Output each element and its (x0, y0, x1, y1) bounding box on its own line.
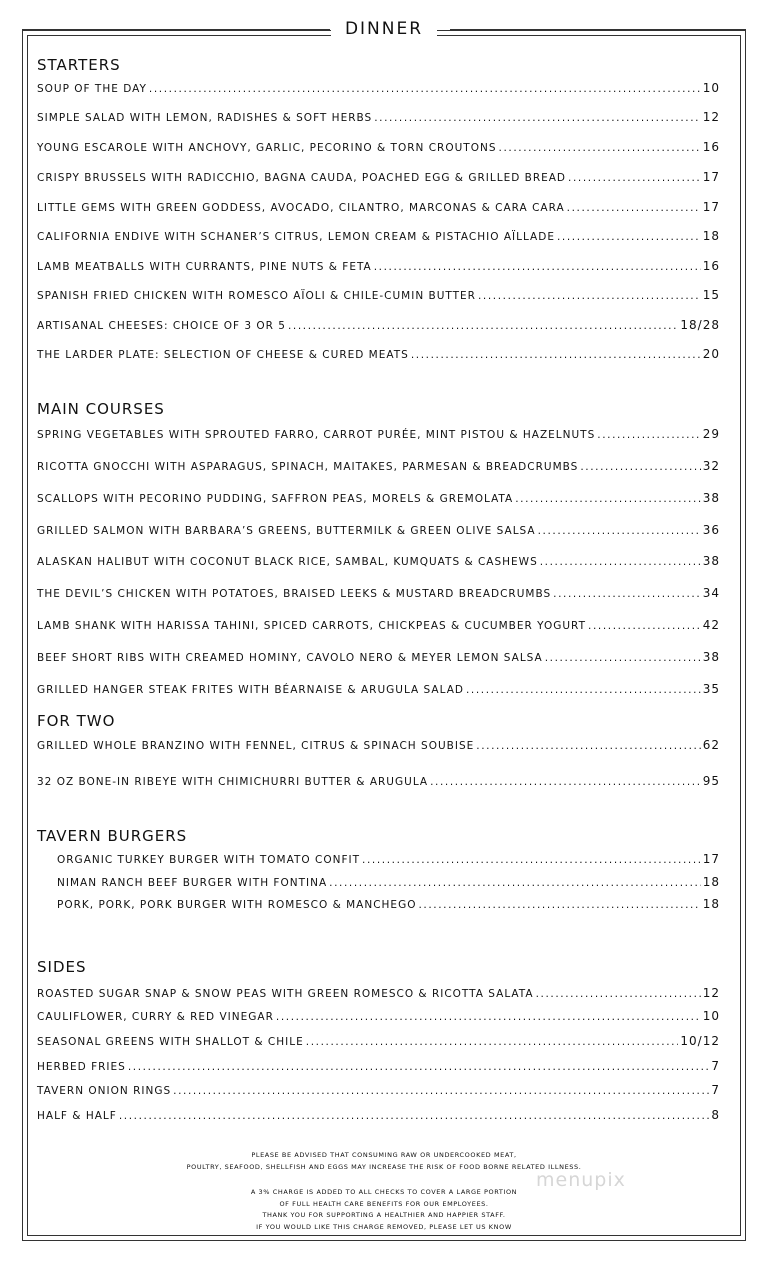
menu-item: PORK, PORK, PORK BURGER WITH ROMESCO & MANCHEGO ..... 18 (57, 897, 720, 912)
section-heading-starters: STARTERS (37, 56, 121, 74)
menu-item: SCALLOPS WITH PECORINO PUDDING, SAFFRON PEAS, MORELS & GREMOLATA ..... 38 (37, 491, 720, 506)
menu-title: DINNER (331, 18, 437, 40)
charge-line: OF FULL HEALTH CARE BENEFITS FOR OUR EMPLOYEES. (279, 1199, 489, 1208)
menu-item: HALF & HALF ..... 8 (37, 1108, 720, 1123)
menu-item: SIMPLE SALAD WITH LEMON, RADISHES & SOFT HERBS ..... 12 (37, 110, 720, 125)
menu-item: LAMB SHANK WITH HARISSA TAHINI, SPICED CARROTS, CHICKPEAS & CUCUMBER YOGURT ..... 42 (37, 618, 720, 633)
menu-item: LITTLE GEMS WITH GREEN GODDESS, AVOCADO, CILANTRO, MARCONAS & CARA CARA ..... 17 (37, 200, 720, 215)
menu-item: ALASKAN HALIBUT WITH COCONUT BLACK RICE, SAMBAL, KUMQUATS & CASHEWS ..... 38 (37, 554, 720, 569)
menu-item: NIMAN RANCH BEEF BURGER WITH FONTINA ..... 18 (57, 875, 720, 890)
section-heading-for-two: FOR TWO (37, 712, 116, 730)
menu-item: LAMB MEATBALLS WITH CURRANTS, PINE NUTS & FETA ..... 16 (37, 259, 720, 274)
raw-warning-line: PLEASE BE ADVISED THAT CONSUMING RAW OR UNDERCOOKED MEAT, (251, 1151, 517, 1159)
menu-item: HERBED FRIES ..... 7 (37, 1059, 720, 1074)
menu-item: RICOTTA GNOCCHI WITH ASPARAGUS, SPINACH, MAITAKES, PARMESAN & BREADCRUMBS ..... 32 (37, 459, 720, 474)
menu-item: THE DEVIL’S CHICKEN WITH POTATOES, BRAISED LEEKS & MUSTARD BREADCRUMBS ..... 34 (37, 586, 720, 601)
menu-item: ROASTED SUGAR SNAP & SNOW PEAS WITH GREEN ROMESCO & RICOTTA SALATA ..... 12 (37, 986, 720, 1001)
watermark-logo: menupix (536, 1169, 626, 1191)
menu-item: 32 OZ BONE-IN RIBEYE WITH CHIMICHURRI BUTTER & ARUGULA ..... 95 (37, 774, 720, 789)
section-heading-sides: SIDES (37, 958, 87, 976)
menu-title-wrap (0, 18, 768, 40)
menu-item: ARTISANAL CHEESES: CHOICE OF 3 OR 5 ..... 18/28 (37, 318, 720, 333)
menu-item: CALIFORNIA ENDIVE WITH SCHANER’S CITRUS, LEMON CREAM & PISTACHIO AÏLLADE ..... 18 (37, 229, 720, 244)
menu-item: GRILLED SALMON WITH BARBARA’S GREENS, BUTTERMILK & GREEN OLIVE SALSA ..... 36 (37, 523, 720, 538)
menu-item: GRILLED HANGER STEAK FRITES WITH BÉARNAISE & ARUGULA SALAD ..... 35 (37, 682, 720, 697)
raw-warning-line: POULTRY, SEAFOOD, SHELLFISH AND EGGS MAY INCREASE THE RISK OF FOOD BORNE RELATED ILLNESS. (186, 1162, 582, 1171)
menu-item: TAVERN ONION RINGS ..... 7 (37, 1083, 720, 1098)
menu-item: SEASONAL GREENS WITH SHALLOT & CHILE ..... 10/12 (37, 1034, 720, 1049)
menu-item: CRISPY BRUSSELS WITH RADICCHIO, BAGNA CAUDA, POACHED EGG & GRILLED BREAD ..... 17 (37, 170, 720, 185)
menu-item: GRILLED WHOLE BRANZINO WITH FENNEL, CITRUS & SPINACH SOUBISE ..... 62 (37, 738, 720, 753)
health-charge-notice (0, 1187, 768, 1233)
charge-line: THANK YOU FOR SUPPORTING A HEALTHIER AND HAPPIER STAFF. (262, 1211, 506, 1219)
menu-item: THE LARDER PLATE: SELECTION OF CHEESE & CURED MEATS ..... 20 (37, 347, 720, 362)
charge-line: IF YOU WOULD LIKE THIS CHARGE REMOVED, PLEASE LET US KNOW (256, 1222, 512, 1231)
section-heading-tavern-burgers: TAVERN BURGERS (37, 827, 188, 845)
menu-item: ORGANIC TURKEY BURGER WITH TOMATO CONFIT ..... 17 (57, 852, 720, 867)
menu-item: SPANISH FRIED CHICKEN WITH ROMESCO AÏOLI & CHILE-CUMIN BUTTER ..... 15 (37, 288, 720, 303)
menu-item: BEEF SHORT RIBS WITH CREAMED HOMINY, CAVOLO NERO & MEYER LEMON SALSA ..... 38 (37, 650, 720, 665)
menu-item: SPRING VEGETABLES WITH SPROUTED FARRO, CARROT PURÉE, MINT PISTOU & HAZELNUTS ..... 29 (37, 427, 720, 442)
menu-item: YOUNG ESCAROLE WITH ANCHOVY, GARLIC, PECORINO & TORN CROUTONS ..... 16 (37, 140, 720, 155)
menu-frame-inner (27, 35, 741, 1236)
raw-food-warning (0, 1150, 768, 1173)
menu-item: SOUP OF THE DAY ..... 10 (37, 81, 720, 96)
charge-line: A 3% CHARGE IS ADDED TO ALL CHECKS TO COVER A LARGE PORTION (250, 1188, 518, 1196)
section-heading-main-courses: MAIN COURSES (37, 400, 165, 418)
menu-item: CAULIFLOWER, CURRY & RED VINEGAR ..... 10 (37, 1009, 720, 1024)
